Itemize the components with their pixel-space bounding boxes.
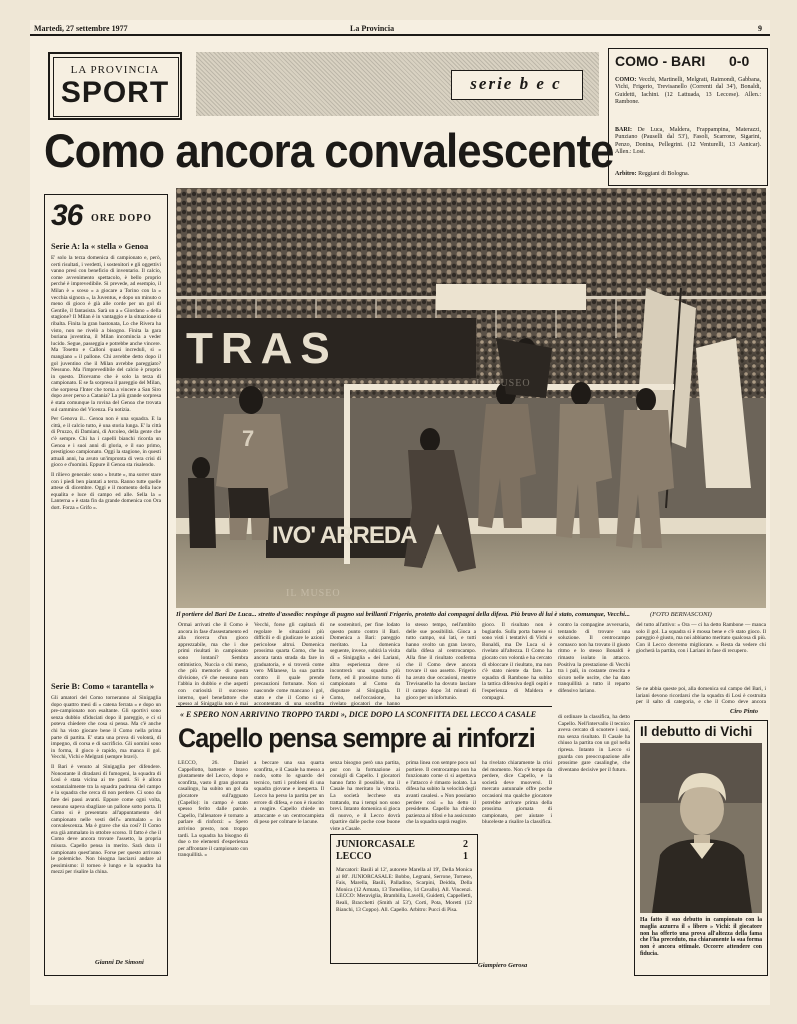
report-col-7: del tutto all'attivo: « Ora — ci ha detto Rambone — manca solo il gol. La squadra si è mossa bene e c'è stato gioco. Il pareggio è giusto, ma noi abbiamo meritato qualcosa di più. Con il Lecco dovremo migliorare. » Resta da vedere chi giocherà la partita, con i Lariani in fase di recupero. (636, 622, 766, 655)
logo-36-ore-dopo (51, 199, 159, 233)
capello-col-1: LECCO, 26. Daniel Cappellotto, battente e bravo giustamente del Lecco, dopo e sconfitta, vasto il gran giornata casalingo, ha subito un gol da giocatore sull'agguato (Capello): in campo è stato spesso ferito dalle parole. Capello, l'allenatore è tornato a parlare di rinforzi: « Spero arrivino presto, non troppo tardi. La squadra ha bisogno di due o tre elementi d'esperienza per affrontare il campionato con tranquillità. » (178, 760, 248, 859)
report-col-1: Ormai arrivati che il Como è ancora in fase d'assestamento ed alla ricerca d'un gioco apprezzabile, ma che i due primi risultati in campionato sono lontani? Sembra ottimistico, Nuccia o chi meno, che più memorie di questa divisione, c'è che nessuno non l'abbia in dubbio e che aspetti con curiosità il successo interno, quel benefattore che spesso al Sinigaglia non è mai (178, 622, 248, 706)
section-a-title: Serie A: la « stella » Genoa (51, 241, 149, 251)
photo-watermark: IL MUSEO (476, 378, 531, 389)
capello-col-2: a beccare una sua quarta sconfitta, e il Casale ha messo a nudo, sotto lo sguardo del tecnico, tutti i problemi di una squadra giovane e inesperta. Il Lecco ha perso la partita per un errore di difesa, e non è riuscito a reagire. Capello chiede un attaccante e un centrocampista di peso per colmare le lacune. (254, 760, 324, 826)
result-score1: 2 (463, 839, 468, 850)
report-col-8: Se ne abbia queste poi, alla domenica sul campo del Bari, i lariani devono ricordarsi che la squadra di Losi è costruita per il salto di categoria, e che il Como deve ancora (636, 686, 766, 706)
result-score2: 1 (463, 851, 468, 862)
section-a-body: E' solo la terza domenica di campionato e, però, certi risultati, i verdetti, i sostenitori e gli oggettivi vanno presi con beneficio di inventario. Il calcio, come avvenimento spettacolo, è bello proprio perché è imprevedibile. Si prevede, ad esempio, il Milan è « sceso » a giocare a Torino con la « vecchia signora », la Juventus, e dopo un minuto o meno di gioco è già alle corde per un gol di Gentile, il fantasista. Sarà un a « Giordano » della stagione? Il Milan è in vantaggio e la situazione si ribalta. Finita la gran bastonata, Lo che Rivera ha visto, non ne rivelò a bisogno. Finita la gara buriana juventina, il Milan incomincia a veder lucido. Segue, passeggia e potrebbe anche vincere. Ma Tosetto e Calloni quasi increduli, si « mangiano » il pallone. Chi avrebbe detto dopo il gol juventino che il Milan avrebbe pareggiato? Nessuno. Ma l'imprevedibile del calcio è proprio in questo. Dicevamo che è solo la terza di campionato. E se fa sorpresa il pareggio del Milan, che sorpresa l'Inter che torna a vincere a San Siro dopo aver perso a Catania? La più grande sorpresa è stata comunque la rovina del Genoa che trovata sul cammino del Vicenza. Fa notizia. (51, 255, 161, 413)
report-col-6: contro la compagine avversaria, tentando di trovare una soluzione. Il centrocampo comasco non ha trovato il giusto ritmo e lo stesso Bonaldi è rimasto isolato in attacco. Positiva la prestazione di Vecchi tra i pali, in costante crescita e sicuro nelle uscite, che ha dato tranquillità a tutto il reparto difensivo lariano. (558, 622, 630, 694)
photo-credit: (FOTO BERNASCONI) (650, 611, 712, 618)
masthead-line1: LA PROVINCIA (70, 64, 160, 76)
report-col-3: ne sostenitori, per fine lodato questo punto contro il Bari. Domenica a Bari: pareggio meritato. La domenica seguente, invece, subirà la visita di « Sinigaglia » dei Lariani, altra esperienza dove si incontrerà una squadra più forte, ed il prossimo turno di campionato al Como da disputare al Sinigaglia. Il Como, nell'occasione, ha rivelato giocatori che hanno (330, 622, 400, 706)
arbitro-name: Reggiani di Bologna. (638, 171, 690, 177)
vichi-photo (640, 743, 762, 913)
capello-col-3: senza bisogno però una partita, pur con la formazione ai consigli di Capello. I giocatori hanno fatto il possibile, ma il Casale ha meritato la vittoria. La società lecchese sta trattando, ma i tempi non sono brevi. Intanto domenica si gioca di nuovo, e il Lecco dovrà ripartire dalle poche cose buone viste a Casale. (330, 760, 400, 830)
newspaper-page (30, 20, 770, 1005)
report-signature: Ciro Pinto (730, 708, 758, 715)
section-b-body2: Il Bari è venuto al Sinigaglia per difendere. Nonostante il diradarsi di fumogeni, la squadra di Losi è stata vicina ai tre punti. Si è allora sostanzialmente tra la squadra padrona del campo e la squadra che cerca di non perdere. Ci sono da fare dei passi avanti. Eppure come ogni volta, nessuno sapeva sbagliare un pallone sotto porta. Il Como si è presentato all'appuntamento del campionato nelle vesti dell'« ammalato » in convalescenza. Ma è grave che sia così? Il Como era già ammalato in ottobre scorso. Il fatto è che il Como deve ancora trovare l'assetto, la propria misura. Capello pensa in merito. Sarà dura il campionato quest'anno. Forse per questo arrivano le polemiche. Non bisogna lasciarsi andare al pessimismo: il torneo è lungo e la squadra ha mezzi per risalire la china. (51, 763, 161, 876)
result-lineups: Marcatori: Basili al 12', autorete Marella al 19', Della Monica al 80'. JUNIORCASALE: Bobbo, Legnani, Serrone, Tornese, Fais, Marella, Basili, Palladino, Scarpini, Deidda, Della Monica (12 Armata, 13 Tomellino, 14 Cavallo). All. Vincenzi. LECCO: Meraviglia, Brambilla, Lavelli, Guidetti, Cappelletti, Reali, Bracchetti (Smith al 53'), Corti, Pota, Moretti (12 Bianchi, 13 Coppo). All. Capello. Arbitro: Pucci di Pisa. (336, 867, 472, 913)
column-36-ore-dopo (44, 194, 168, 976)
series-label: serie b e c (470, 74, 562, 93)
report-col-5: gioco. Il risultato non è bugiardo. Sulla porta barese si sono visti i tentativi di Vichi e Bonaldi, ma De Luca si è rivelato all'altezza. Il Como ha giocato con volontà e ha cercato di sbloccare il risultato, ma non c'è stato niente da fare. La squadra di Rambone ha subito la tattica difensiva degli ospiti e l'esperienza di Maldera e compagni. (482, 622, 552, 701)
scorebox-referee (615, 171, 761, 178)
como-label: COMO: (615, 77, 637, 83)
vichi-box (634, 720, 768, 976)
result-box (330, 834, 478, 964)
section-b-body-wrap (51, 695, 161, 953)
section-a-body3: Il rilievo generale: sono « brutte », ma sorrer stare con i piedi ben piantati a terra. Ranno tutte quelle attese di dicembre. Oggi e il momento della luce equalita e luce di campo ed alle. Sella la « Lanterna » è stata fin da grande domenica con Ora dort. Forza « Grifo ». (51, 472, 161, 511)
section-b-body: Gli amatori del Como torneranno al Sinigaglia dopo quattro mesi di « catena ferrata » e dopo un pre-campionato non esaltante. Gli sportivi sono senza dubbio sfiduciati dopo il pareggio, e ci si poteva chiedere che cosa si pensa. Ma c'è anche chi ha visto giocare bene il Como nella prima parte di partita. E' stata una prova di volontà, di impegno, di corsa e di sacrificio. Gli uomini sono in forma, il gioco è rapido, ma manca il gol. Vecchi, Vichi e Melgrati (sempre bravi). (51, 695, 161, 761)
page-number: 9 (758, 24, 762, 33)
page-date: Martedì, 27 settembre 1977 (34, 24, 128, 33)
arbitro-label: Arbitro: (615, 171, 637, 177)
column36-signature: Gianni De Simoni (95, 959, 144, 966)
masthead-box (48, 52, 182, 120)
photo-ad-text: IVO' ARREDA (272, 522, 417, 549)
scorebox-como (615, 77, 761, 107)
scorebox-bari (615, 127, 761, 157)
logo-number: 36 (51, 199, 83, 232)
photo-banner-text: TRAS (186, 324, 338, 373)
capello-col-5: ha rivelato chiaramente la crisi del momento. Non c'è tempo da perdere, dice Capello, e la società deve muoversi. Il mercato autunnale offre poche occasioni ma qualche giocatore potrebbe arrivare prima della prossima giornata di campionato, per aiutare i bluceleste a risalire la classifica. (482, 760, 552, 826)
scorebox-teams: COMO - BARI (615, 53, 706, 69)
section-a-body-wrap (51, 255, 161, 675)
photo-watermark-2: IL MUSEO (286, 588, 341, 599)
result-team2: LECCO (336, 851, 372, 862)
bari-label: BARI: (615, 127, 633, 133)
masthead-sport: SPORT (60, 76, 170, 109)
main-photo-caption: Il portiere del Bari De Luca... stretto d'assedio: respinge di pugno sui brillanti Frigerio, protetto dai compagni della difesa. Più bravo di lui è stato, comunque, Vecchi... (176, 611, 630, 618)
result-team1: JUNIORCASALE (336, 839, 415, 850)
capello-kicker: « E SPERO NON ARRIVINO TROPPO TARDI », DICE DOPO LA SCONFITTA DEL LECCO A CASALE (180, 710, 537, 719)
photo-shirt-number: 7 (242, 426, 254, 451)
paper-name: La Provincia (350, 24, 395, 33)
report-col-2: Vecchi, forse gli capitarà di regolare le situazioni più difficili e di giudicare le azioni pericolose altrui. Domenica prossima quarta Como, che ha ancora tanta strada da fare in graduatoria, e si troverà come vero Milanese, la sua partita contro il quale prende precauzioni fortunate. Non si nasconde come mancano i gol, stato e che il Como si è accontentato di una sconfitta (254, 622, 324, 706)
page-headline: Como ancora convalescente (44, 124, 614, 177)
vichi-caption: Ha fatto il suo debutto in campionato con la maglia azzurra il « libero » Vichi: il giocatore non ha offerto una prova all'altezza della fama che l'ha preceduto, ma chiaramente la sua forma non è ancora ottimale. Occorre attendere con fiducia. (640, 917, 762, 957)
como-lineup: Vecchi, Martinelli, Melgrati, Raimondi, Gabbana, Vichi, Frigerio, Trevisanello (Correnti dal 34'), Bonaldi, Guidetti, Iachini. (12 Lattuada, 13 Leccese). Allen.: Rambone. (615, 77, 761, 106)
series-banner (196, 52, 599, 116)
subhead-rule-top (176, 706, 552, 707)
capello-headline: Capello pensa sempre ai rinforzi (178, 723, 535, 753)
main-match-photo (176, 188, 766, 608)
vichi-title: Il debutto di Vichi (640, 724, 753, 739)
scorebox (608, 48, 768, 186)
bari-lineup: De Luca, Maldera, Frappampina, Materazzi, Punziano (Pauselli dal 53'), Fasoli, Scarrone, Sigarini, Penzo, Donina, Pellegrini. (12 Venturelli, 13 Asnicar). Allen.: Losi. (615, 127, 761, 156)
report-col-4: lo stesso tempo, nell'ambito delle sue possibilità. Gioca a tutto campo, sui lati, e tutti hanno svolto un gran lavoro, dalla difesa al centrocampo. Alla fine il risultato conferma che il Como deve ancora trovare il suo assetto. Frigerio ha avuto due occasioni, mentre Trevisanello ha dovuto lasciare il campo dopo 34 minuti di gioco per un infortunio. (406, 622, 476, 701)
report-col-6-continued: di ordinare la classifica, ha detto Capello. Nell'intervallo il tecnico aveva cercato di scuotere i suoi, ma senza risultato. Il Casale ha chiuso la partita con un gol nella ripresa. Intanto in Lecco si guarda con preoccupazione alle prossime gare casalinghe, che diventano decisive per il futuro. (558, 714, 630, 773)
header-rule (30, 34, 770, 36)
result-signature: Giampiero Gerosa (478, 962, 528, 969)
logo-text: ORE DOPO (91, 213, 153, 224)
capello-col-4: prima linea con sempre poco sul portiere. Il centrocampo non ha funzionato come ci si aspettava e l'attacco è rimasto isolato. La difesa ha subito la velocità degli avanti casalesi. « Non possiamo perdere così » ha detto il presidente. Capello ha chiesto pazienza ai tifosi e ha assicurato che la squadra saprà reagire. (406, 760, 476, 826)
section-a-body2: Per Genova il... Genoa non è una squadra. E la città, e il calcio tutto, è una storia lunga. E' la città di Pruzzo, di Damiani, di Arcoleo, della gente che c'è sempre. Chi ha i capelli bianchi ricorda un Genoa e i suoi anni di gloria, e il suo primo, prestigioso campionato. Oggi la stagione, in questi attuali anni, ha avuto un'impronta di vera crisi di gioco e d'uomini. Eppure il Genoa sta risalendo. (51, 416, 161, 469)
section-b-title: Serie B: Como « tarantella » (51, 681, 155, 691)
scorebox-score: 0-0 (729, 53, 750, 69)
